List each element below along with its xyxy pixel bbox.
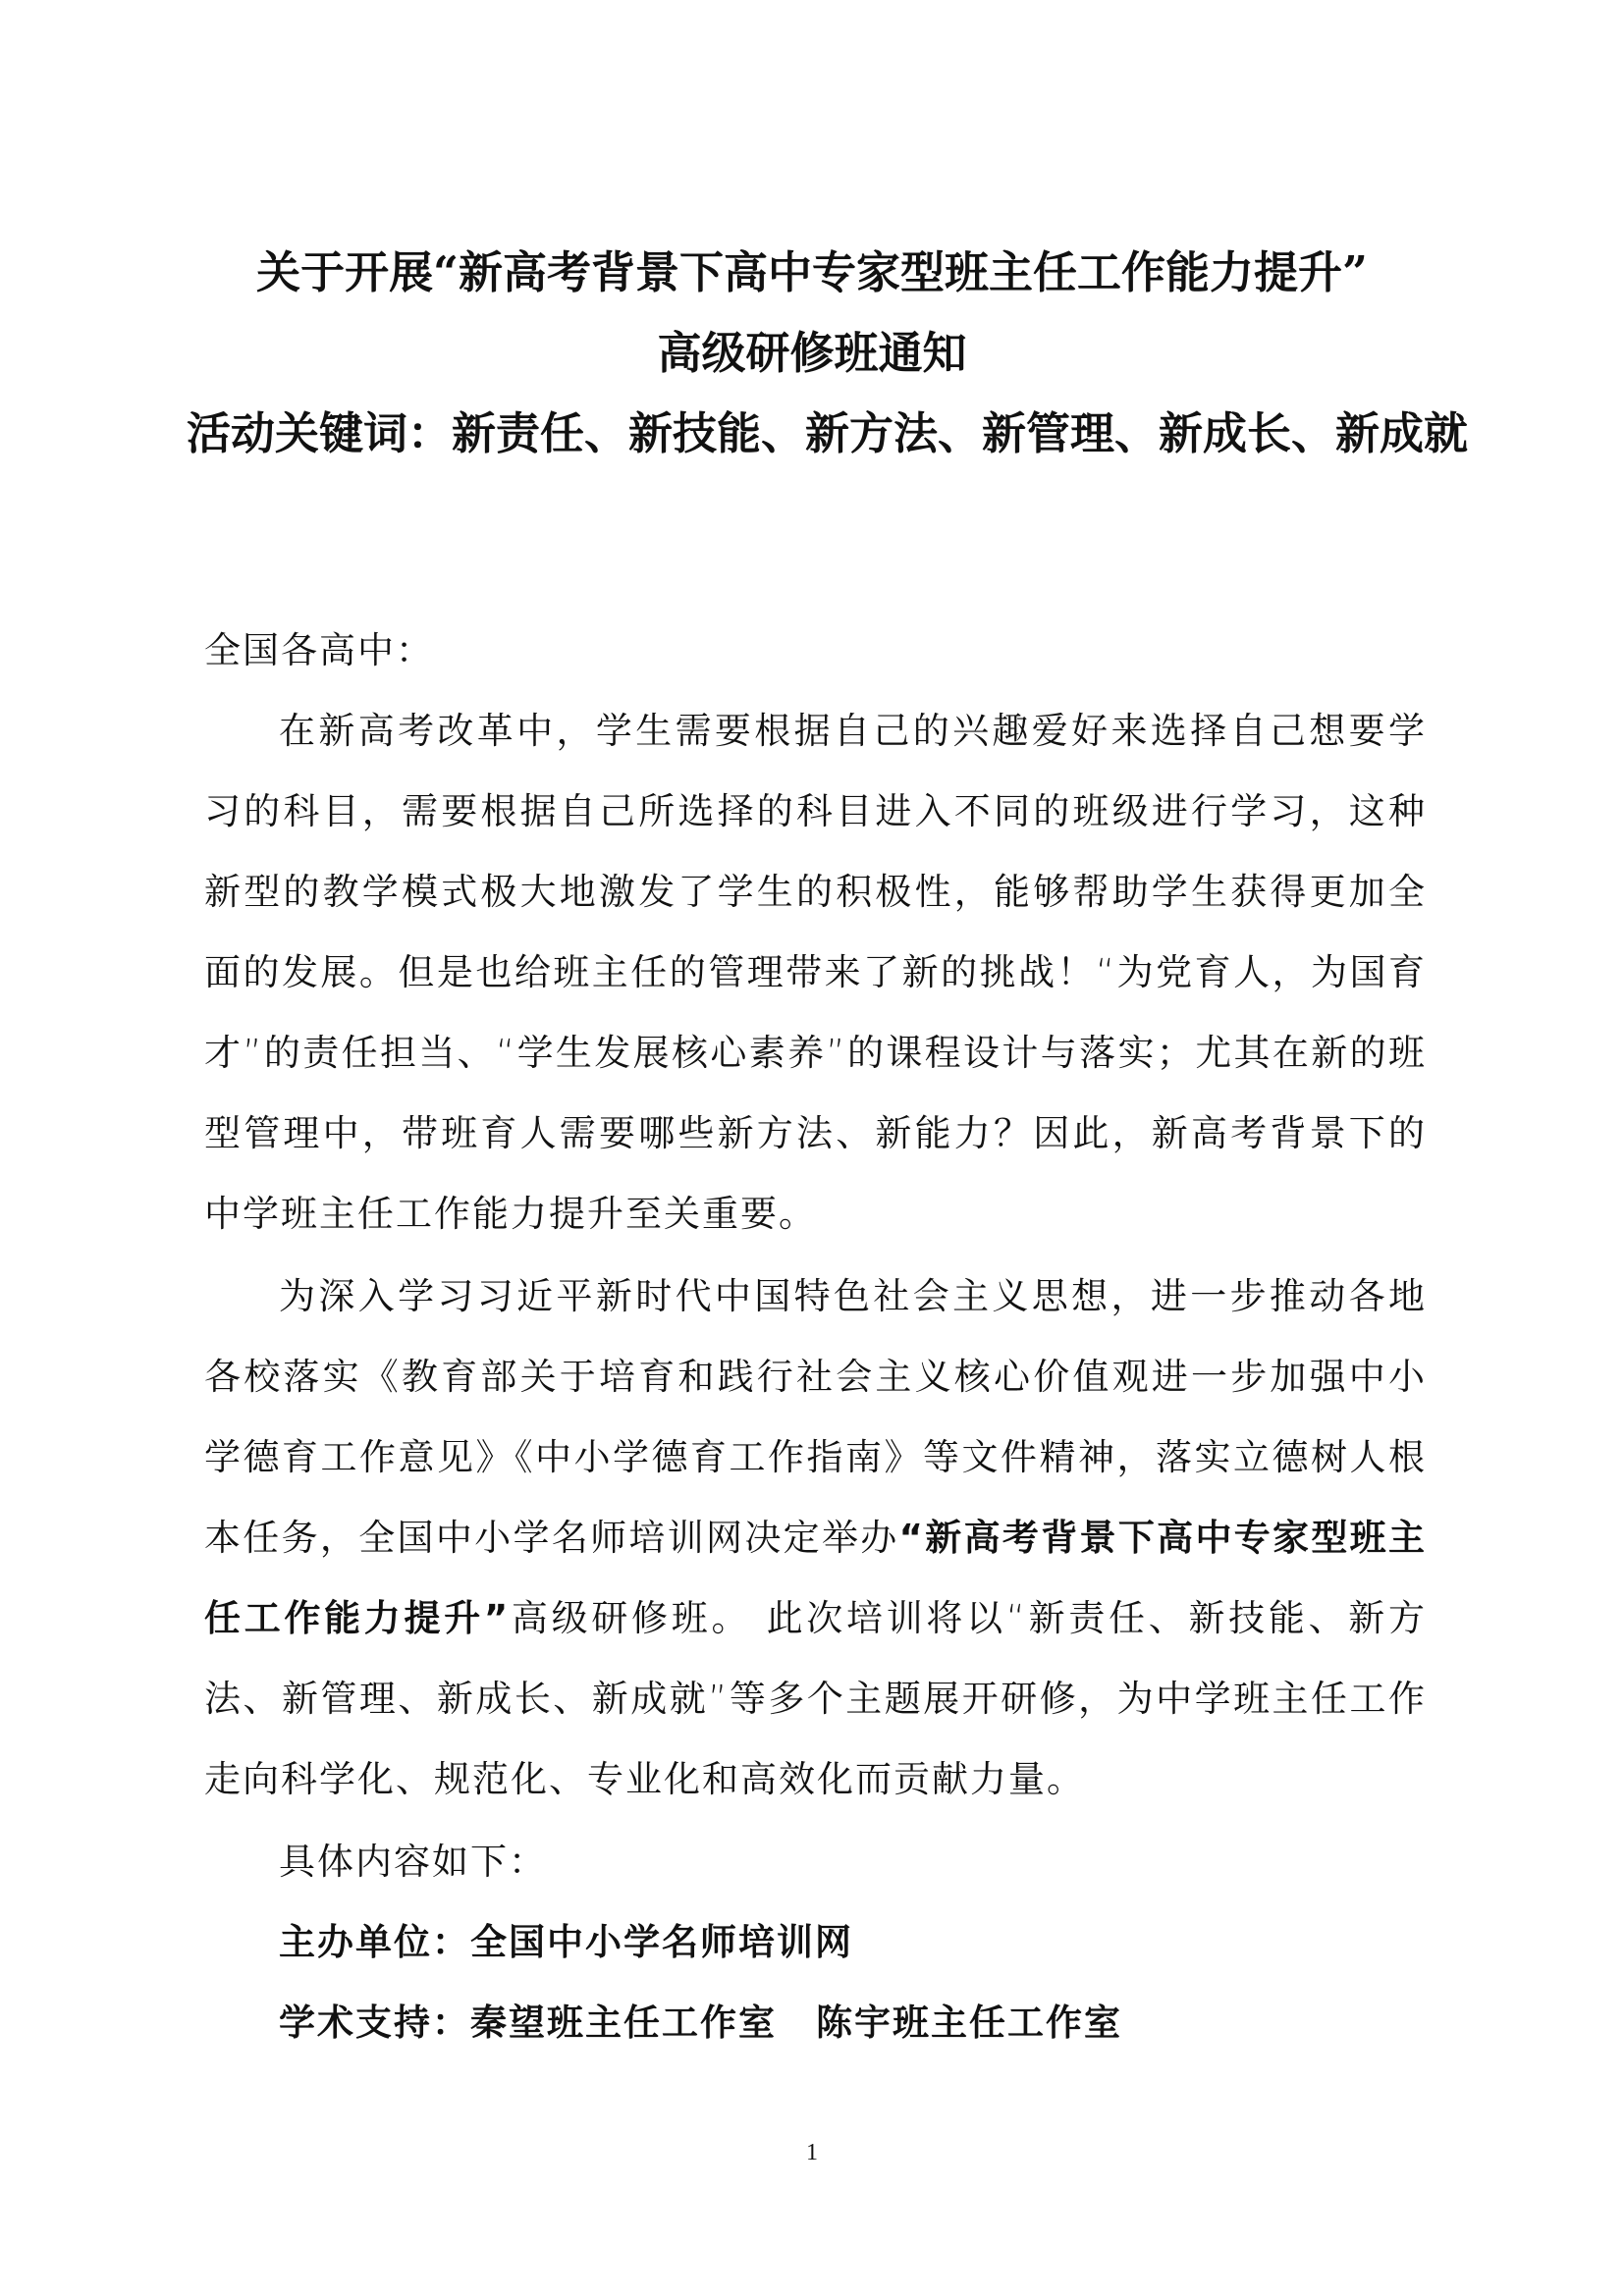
support-value-1: 秦望班主任工作室 <box>470 2002 777 2044</box>
document-title-line2: 高级研修班通知 <box>657 327 967 379</box>
salutation: 全国各高中： <box>204 629 434 671</box>
page-number: 1 <box>806 2140 818 2165</box>
paragraph-purpose-text1: 为深入学习习近平新时代中国特色社会主义思想，进一步推动各地各校落实《教育部关于培育和践行社会主义核心价值观进一步加强中小学德育工作意见》《中小学德育工作指南》等文件精神，落实立德树人根本任务，全国中小学名师培训网决定举办 <box>204 1275 1427 1559</box>
document-title-line1: 关于开展“新高考背景下高中专家型班主任工作能力提升” <box>256 246 1368 298</box>
academic-support-row <box>279 1983 1122 2063</box>
training-name-highlight: “新高考背景下高中专家型班主任工作能力提升” <box>204 1517 1427 1639</box>
paragraph-purpose <box>204 1256 1427 1820</box>
activity-keywords: 活动关键词：新责任、新技能、新方法、新管理、新成长、新成就 <box>187 407 1469 459</box>
support-value-2: 陈宇班主任工作室 <box>816 2002 1122 2044</box>
paragraph-details-intro: 具体内容如下： <box>279 1841 547 1883</box>
organizer-row <box>279 1902 853 1983</box>
organizer-value: 全国中小学名师培训网 <box>470 1921 853 1963</box>
paragraph-intro: 在新高考改革中，学生需要根据自己的兴趣爱好来选择自己想要学习的科目，需要根据自己所选择的科目进入不同的班级进行学习，这种新型的教学模式极大地激发了学生的积极性，能够帮助学生获得更加全面的发展。但是也给班主任的管理带来了新的挑战！“为党育人，为国育才”的责任担当、“学生发展核心素养”的课程设计与落实；尤其在新的班型管理中，带班育人需要哪些新方法、新能力？因此，新高考背景下的中学班主任工作能力提升至关重要。 <box>204 710 1427 1235</box>
support-label: 学术支持： <box>279 2002 470 2044</box>
paragraph-purpose-text2: 高级研修班。 此次培训将以“新责任、新技能、新方法、新管理、新成长、新成就”等多个主题展开研修，为中学班主任工作走向科学化、规范化、专业化和高效化而贡献力量。 <box>204 1597 1427 1800</box>
organizer-label: 主办单位： <box>279 1921 470 1963</box>
